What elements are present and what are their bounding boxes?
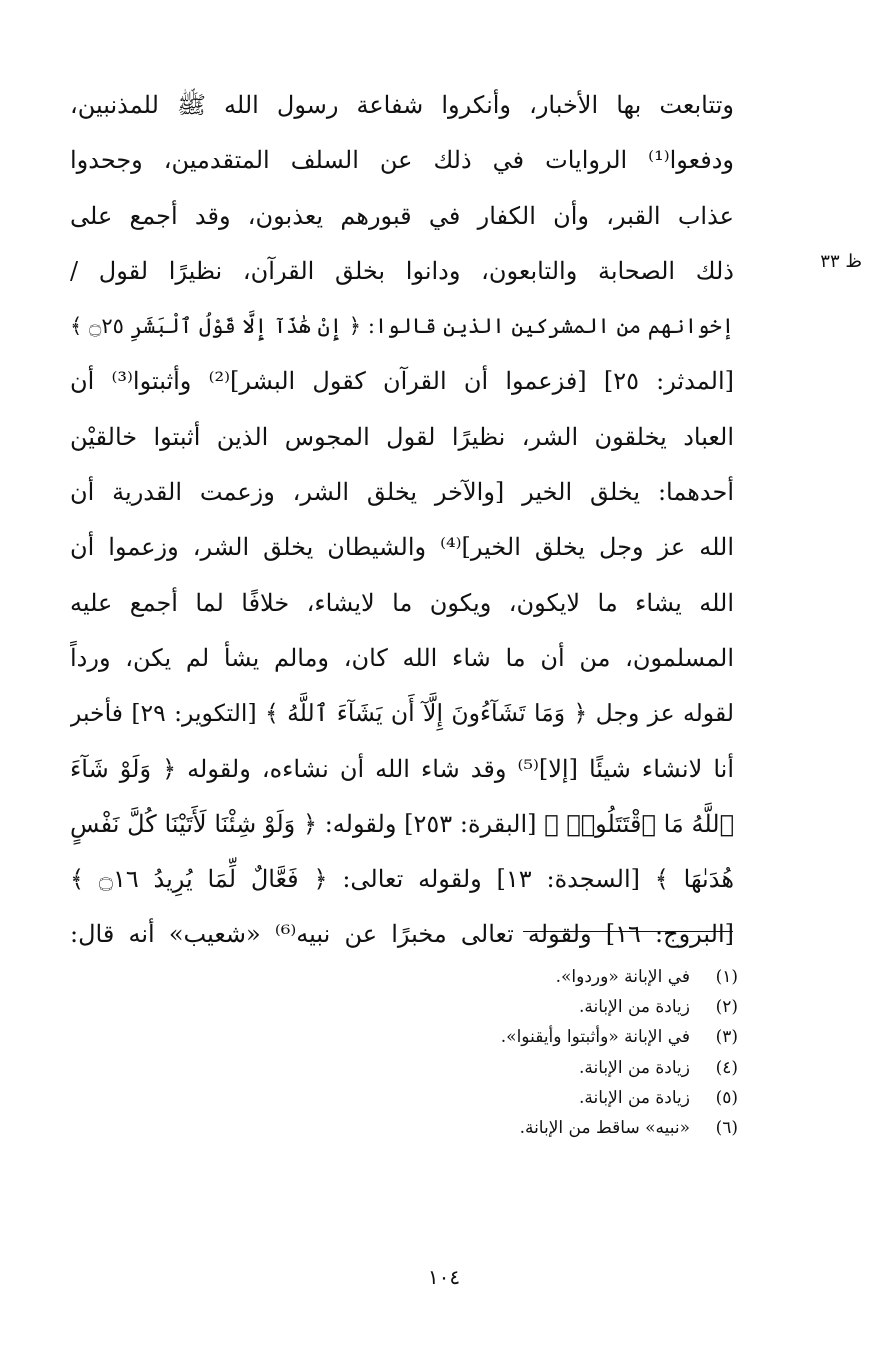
footnote-text: في الإبانة «وأثبتوا وأيقنوا». (500, 1027, 690, 1048)
footnote-number: (٦) (715, 1117, 738, 1138)
footnote-number: (٤) (715, 1057, 738, 1078)
footnote-1 (300, 962, 738, 992)
footnote-text: في الإبانة «وردوا». (555, 967, 690, 987)
footnote-number: (٢) (715, 997, 738, 1018)
text-line-5: إخوانهم من المشركين الذين قالوا: ﴿ إِنْ هَٰذَآ إِلَّا قَوْلُ ٱلْبَشَرِ ۝٢٥ ﴾ (70, 314, 734, 339)
footnote-5 (300, 1083, 738, 1113)
main-text-block (70, 78, 734, 963)
text-line-4: ذلك الصحابة والتابعون، ودانوا بخلق القرآن، نظيرًا لقول / (70, 256, 734, 285)
text-line-10: الله يشاء ما لايكون، ويكون ما لايشاء، خلافًا لما أجمع عليه (70, 588, 734, 617)
text-line-8: أحدهما: يخلق الخير [والآخر يخلق الشر، وزعمت القدرية أن (70, 478, 734, 507)
text-line-1: وتتابعت بها الأخبار، وأنكروا شفاعة رسول الله ﷺ للمذنبين، (70, 91, 734, 119)
text-line-15: هُدَىٰهَا ﴾ [السجدة: ١٣] ولقوله تعالى: ﴿ فَعَّالٌ لِّمَا يُرِيدُ ۝١٦ ﴾ (70, 865, 734, 894)
footnote-text: «نبيه» ساقط من الإبانة. (519, 1117, 690, 1138)
text-line-12: لقوله عز وجل ﴿ وَمَا تَشَآءُونَ إِلَّآ أَن يَشَآءَ ٱللَّهُ ﴾ [التكوير: ٢٩] فأخبر (70, 699, 734, 728)
footnote-number: (١) (715, 967, 738, 987)
text-line-13: أنا لانشاء شيئًا [إلا]⁽⁵⁾ وقد شاء الله أن نشاءه، ولقوله ﴿ وَلَوْ شَآءَ (70, 754, 734, 783)
footnote-2 (300, 992, 738, 1022)
footnote-number: (٣) (715, 1027, 738, 1048)
footnote-text: زيادة من الإبانة. (578, 1057, 690, 1078)
footnote-separator (523, 931, 733, 932)
margin-manuscript-note: ظ ٣٣ (820, 251, 862, 272)
page-number: ١٠٤ (427, 1265, 461, 1289)
text-line-14: ٱللَّهُ مَا ٱقْتَتَلُوا۟ ﴾ [البقرة: ٢٥٣] ولقوله: ﴿ وَلَوْ شِئْنَا لَأَتَيْنَا كُلَّ نَفْسٍ (70, 809, 734, 838)
footnote-text: زيادة من الإبانة. (578, 997, 690, 1018)
text-line-11: المسلمون، من أن ما شاء الله كان، ومالم يشأ لم يكن، ورداً (70, 643, 734, 672)
text-line-7: العباد يخلقون الشر، نظيرًا لقول المجوس الذين أثبتوا خالقيْن (70, 422, 734, 451)
text-line-16: [البروج: ١٦] ولقوله تعالى مخبرًا عن نبيه⁽⁶⁾ «شعيب» أنه قال: (70, 920, 734, 949)
footnote-4 (300, 1053, 738, 1083)
text-line-6: [المدثر: ٢٥] [فزعموا أن القرآن كقول البشر]⁽²⁾ وأثبتوا⁽³⁾ أن (70, 367, 734, 396)
text-line-3: عذاب القبر، وأن الكفار في قبورهم يعذبون، وقد أجمع على (70, 201, 734, 230)
text-line-9: الله عز وجل يخلق الخير]⁽⁴⁾ والشيطان يخلق الشر، وزعموا أن (70, 533, 734, 562)
footnote-number: (٥) (715, 1087, 738, 1108)
footnote-3 (300, 1022, 738, 1052)
footnote-text: زيادة من الإبانة. (578, 1087, 690, 1108)
footnote-6 (300, 1113, 738, 1143)
footnotes-block (300, 962, 738, 1143)
text-line-2: ودفعوا⁽¹⁾ الروايات في ذلك عن السلف المتقدمين، وجحدوا (70, 146, 734, 175)
